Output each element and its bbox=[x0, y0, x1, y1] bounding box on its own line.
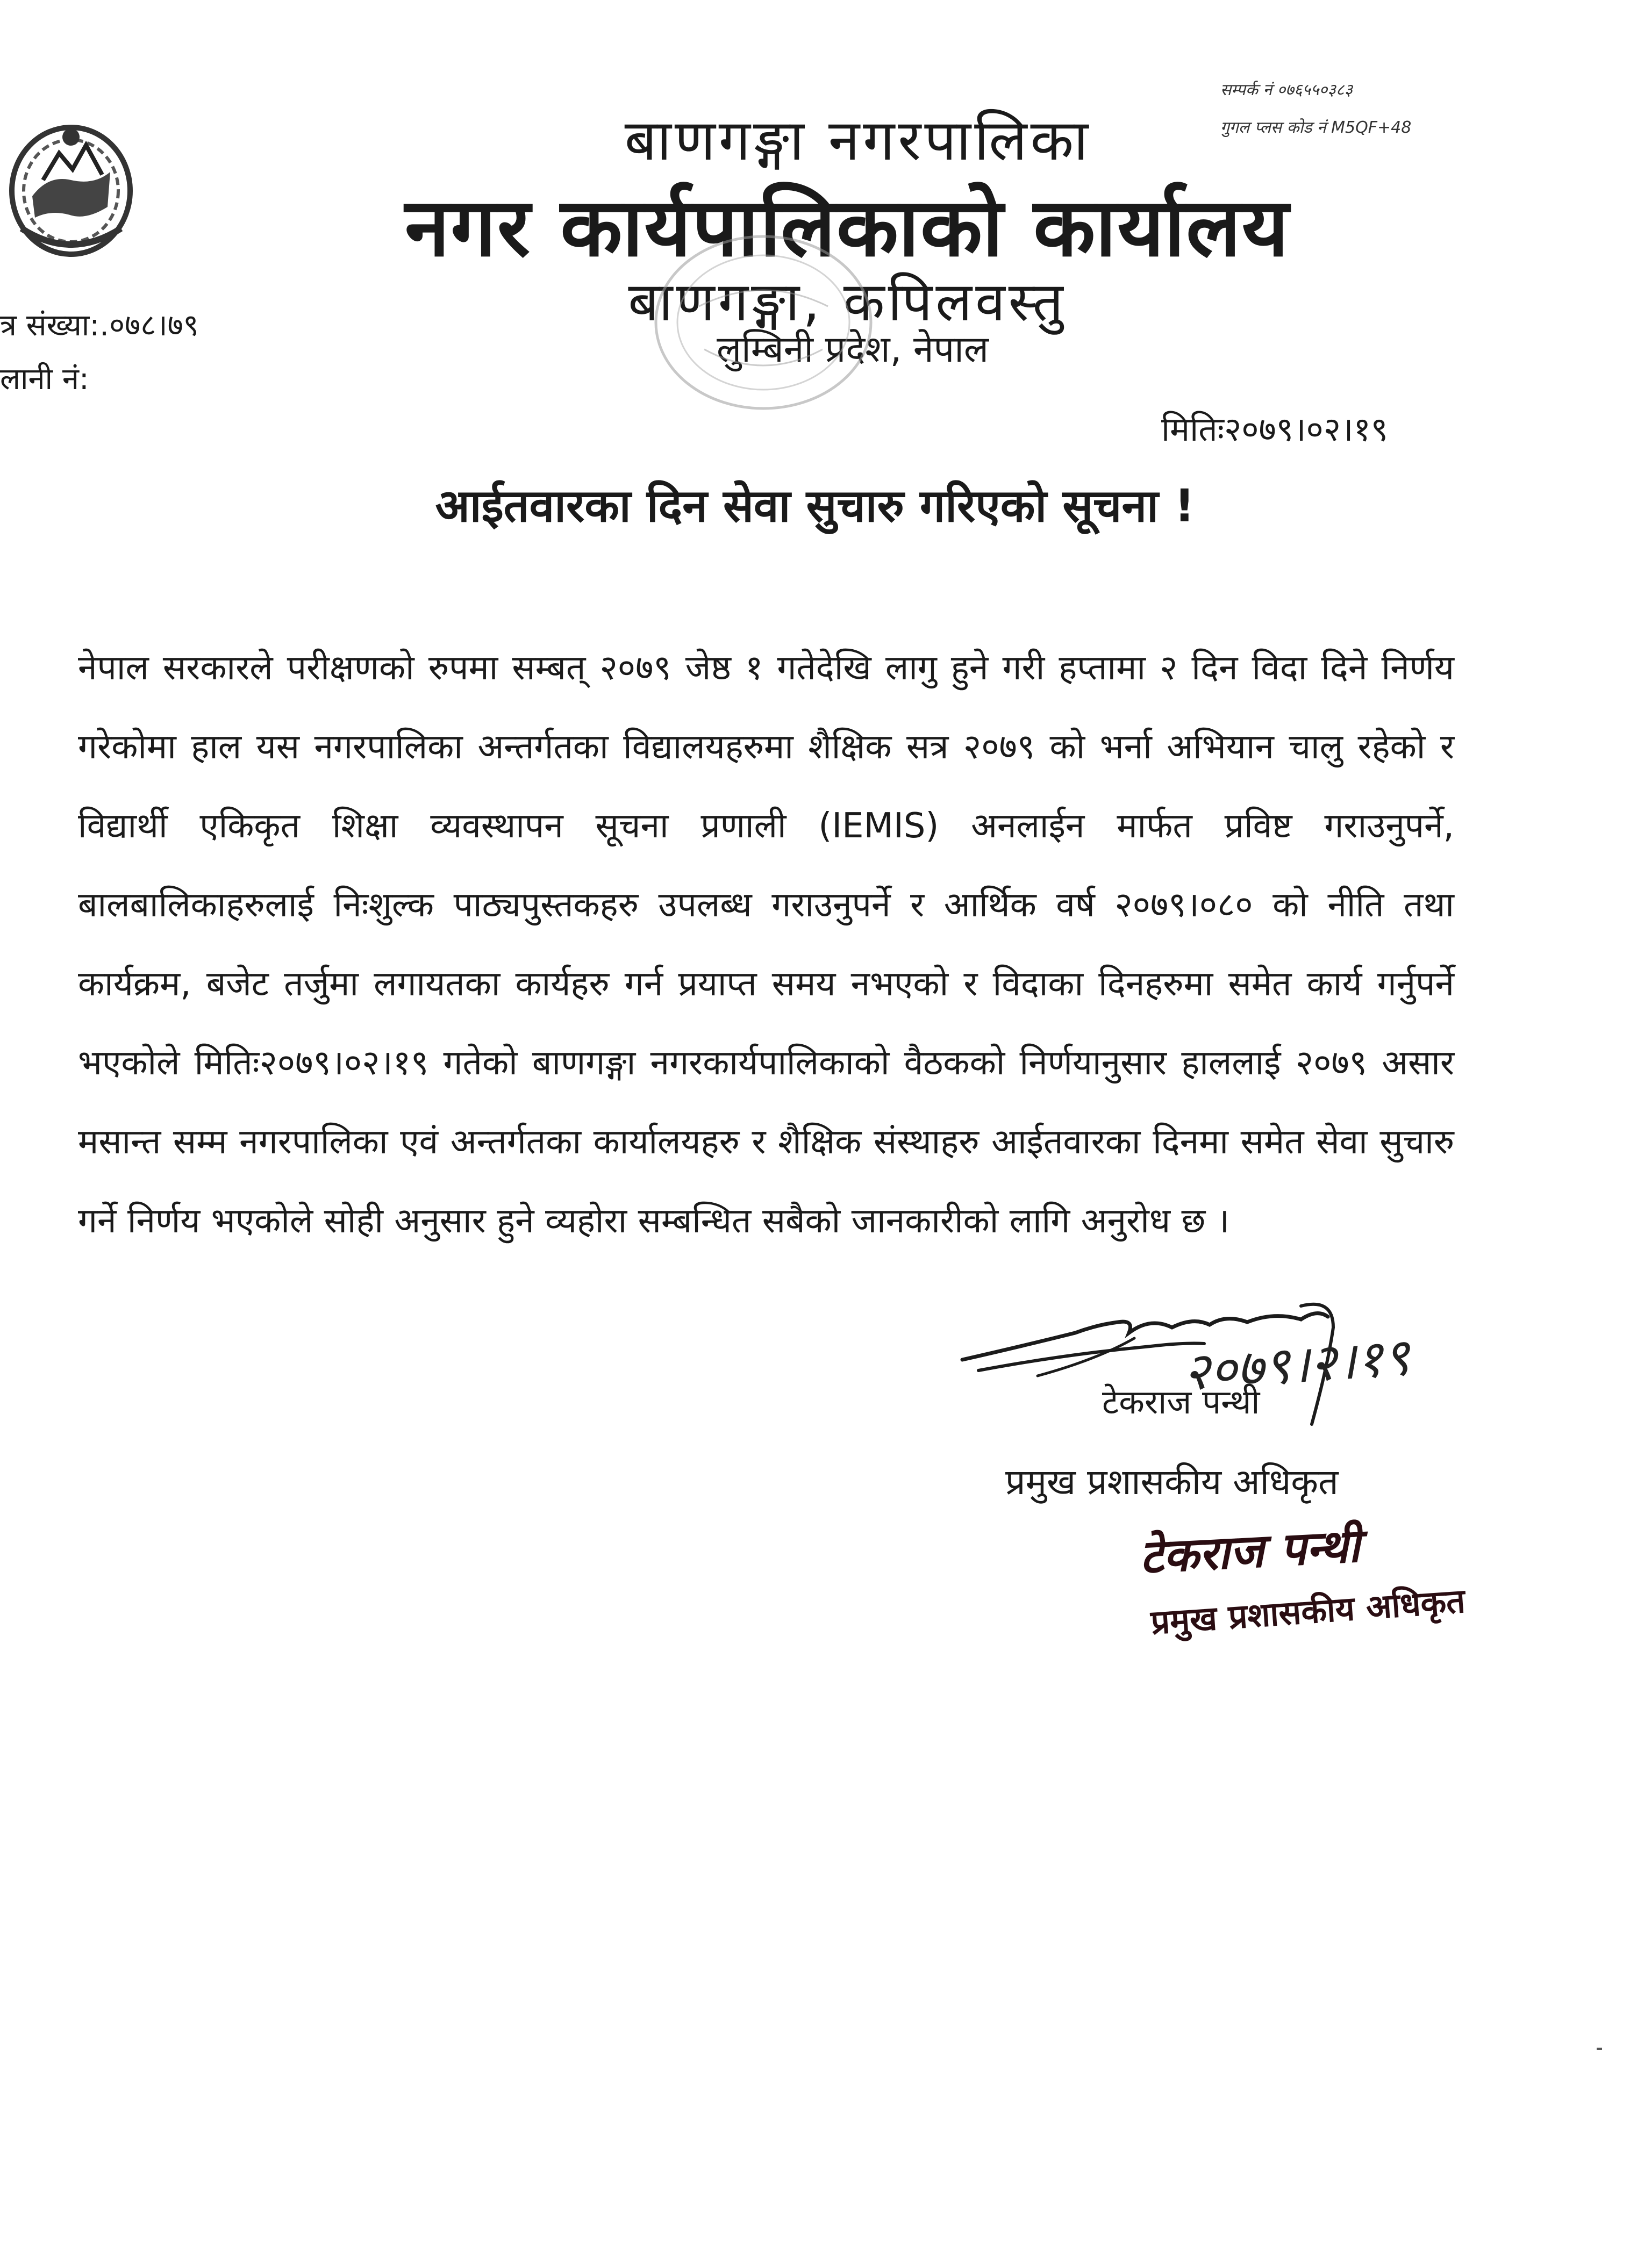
letter-number: त्र संख्या:.०७८।७९ bbox=[0, 308, 199, 343]
signatory-name: टेकराज पन्थी bbox=[1102, 1382, 1260, 1422]
dispatch-number: लानी नं: bbox=[0, 362, 89, 397]
office-stamp-icon bbox=[634, 226, 892, 419]
signature-date: २०७९।२।१९ bbox=[1181, 1326, 1412, 1403]
seal-name: टेकराज पन्थी bbox=[1138, 1519, 1362, 1584]
municipality-name: बाणगङ्गा नगरपालिका bbox=[624, 107, 1092, 173]
notice-body: नेपाल सरकारले परीक्षणको रुपमा सम्बत् २०७९ जेष्ठ १ गतेदेखि लागु हुने गरी हप्तामा २ दिन विदा दिने निर्णय गरेकोमा हाल यस नगरपालिका अन्तर्गतका विद्यालयहरुमा शैक्षिक सत्र २०७९ को भर्ना अभियान चालु रहेको र विद्यार्थी एकिकृत शिक्षा व्यवस्थापन सूचना प्रणाली (IEMIS) अनलाईन मार्फत प्रविष्ट गराउनुपर्ने, बालबालिकाहरुलाई निःशुल्क पाठ्यपुस्तकहरु उपलब्ध गराउनुपर्ने र आर्थिक वर्ष २०७९।०८० को नीति तथा कार्यक्रम, बजेट तर्जुमा लगायतका कार्यहरु गर्न प्रयाप्त समय नभएको र विदाका दिनहरुमा समेत कार्य गर्नुपर्ने भएकोले मितिः२०७९।०२।१९ गतेको बाणगङ्गा नगरकार्यपालिकाको वैठकको निर्णयानुसार हाललाई २०७९ असार मसान्त सम्म नगरपालिका एवं अन्तर्गतका कार्यालयहरु र शैक्षिक संस्थाहरु आईतवारका दिनमा समेत सेवा सुचारु गर्ने निर्णय भएकोले सोही अनुसार हुने व्यहोरा सम्बन्धित सबैको जानकारीको लागि अनुरोध छ । bbox=[78, 648, 1454, 1241]
office-location: बाणगङ्गा, कपिलवस्तु bbox=[628, 270, 1067, 333]
notice-subject: आईतवारका दिन सेवा सुचारु गरिएको सूचना ! bbox=[435, 479, 1195, 532]
contact-phone: सम्पर्क नं ०७६५५०३८३ bbox=[1220, 81, 1353, 99]
seal-title: प्रमुख प्रशासकीय अधिकृत bbox=[1149, 1581, 1467, 1642]
letter-date: मितिः२०७९।०२।१९ bbox=[1161, 410, 1388, 449]
signatory-title: प्रमुख प्रशासकीय अधिकृत bbox=[1005, 1461, 1339, 1503]
speck bbox=[1597, 2048, 1602, 2050]
contact-plus-code: गुगल प्लस कोड नं M5QF+48 bbox=[1220, 118, 1412, 137]
office-title: नगर कार्यपालिकाको कार्यालय bbox=[405, 181, 1290, 275]
province-country: लुम्बिनी प्रदेश, नेपाल bbox=[717, 328, 989, 371]
